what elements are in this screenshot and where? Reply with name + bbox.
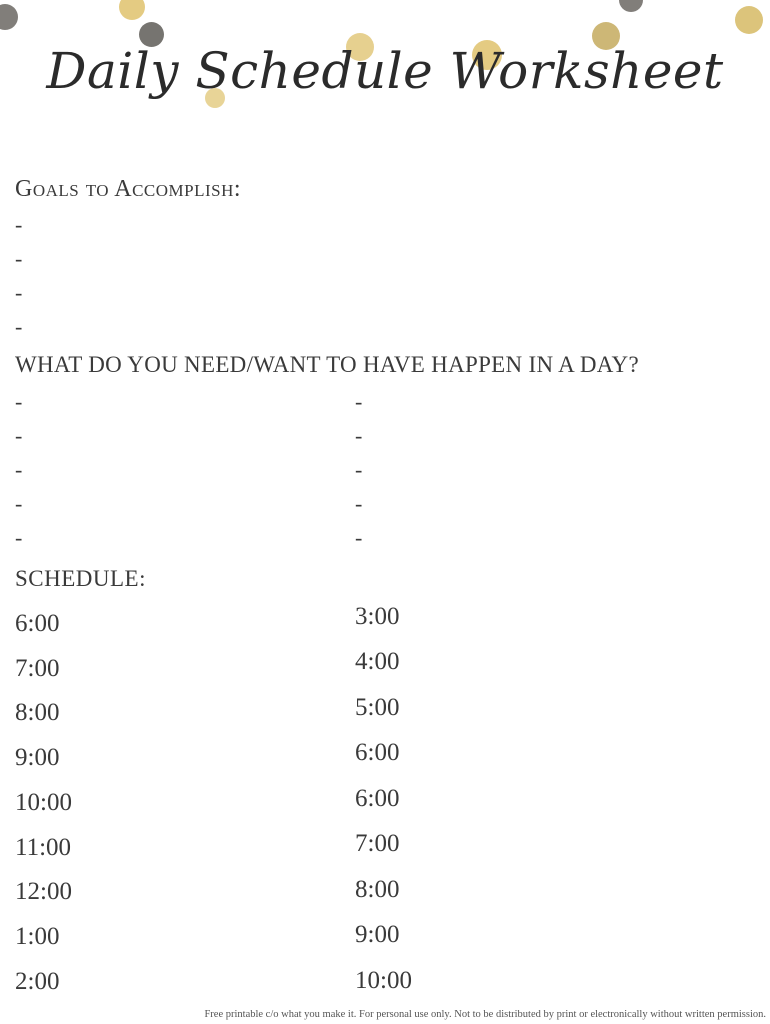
schedule-time-right: 3:00 xyxy=(355,603,400,630)
confetti-dot-gray xyxy=(0,4,18,30)
schedule-time-right: 5:00 xyxy=(355,694,400,721)
goal-item: - xyxy=(15,280,23,305)
goals-heading: Goals to Accomplish: xyxy=(15,176,242,202)
need-item-left: - xyxy=(15,491,23,516)
schedule-time-right: 10:00 xyxy=(355,967,412,994)
need-item-left: - xyxy=(15,525,23,550)
needs-heading: WHAT DO YOU NEED/WANT TO HAVE HAPPEN IN A DAY? xyxy=(15,352,639,377)
schedule-time-right: 7:00 xyxy=(355,830,400,857)
schedule-time-right: 9:00 xyxy=(355,921,400,948)
schedule-time-right: 6:00 xyxy=(355,785,400,812)
need-item-right: - xyxy=(355,491,363,516)
need-item-left: - xyxy=(15,423,23,448)
need-item-left: - xyxy=(15,457,23,482)
schedule-time-left: 7:00 xyxy=(15,655,60,682)
schedule-time-right: 8:00 xyxy=(355,876,400,903)
schedule-time-left: 12:00 xyxy=(15,878,72,905)
confetti-dot-gray xyxy=(619,0,643,12)
schedule-time-left: 9:00 xyxy=(15,744,60,771)
need-item-right: - xyxy=(355,423,363,448)
confetti-dot-gold xyxy=(735,6,763,34)
need-item-right: - xyxy=(355,457,363,482)
schedule-time-left: 1:00 xyxy=(15,923,60,950)
goal-item: - xyxy=(15,246,23,271)
schedule-time-left: 11:00 xyxy=(15,834,72,861)
schedule-time-right: 4:00 xyxy=(355,648,400,675)
schedule-time-right: 6:00 xyxy=(355,739,400,766)
footer-disclaimer: Free printable c/o what you make it. For personal use only. Not to be distributed by print or electronically without written permission. xyxy=(204,1009,766,1020)
schedule-time-left: 8:00 xyxy=(15,699,60,726)
schedule-time-left: 2:00 xyxy=(15,968,60,995)
confetti-dot-gold xyxy=(119,0,145,20)
need-item-right: - xyxy=(355,525,363,550)
schedule-time-left: 6:00 xyxy=(15,610,60,637)
schedule-time-left: 10:00 xyxy=(15,789,72,816)
schedule-heading: SCHEDULE: xyxy=(15,566,146,591)
need-item-left: - xyxy=(15,389,23,414)
page-title: Daily Schedule Worksheet xyxy=(46,42,724,100)
need-item-right: - xyxy=(355,389,363,414)
goal-item: - xyxy=(15,314,23,339)
goal-item: - xyxy=(15,212,23,237)
